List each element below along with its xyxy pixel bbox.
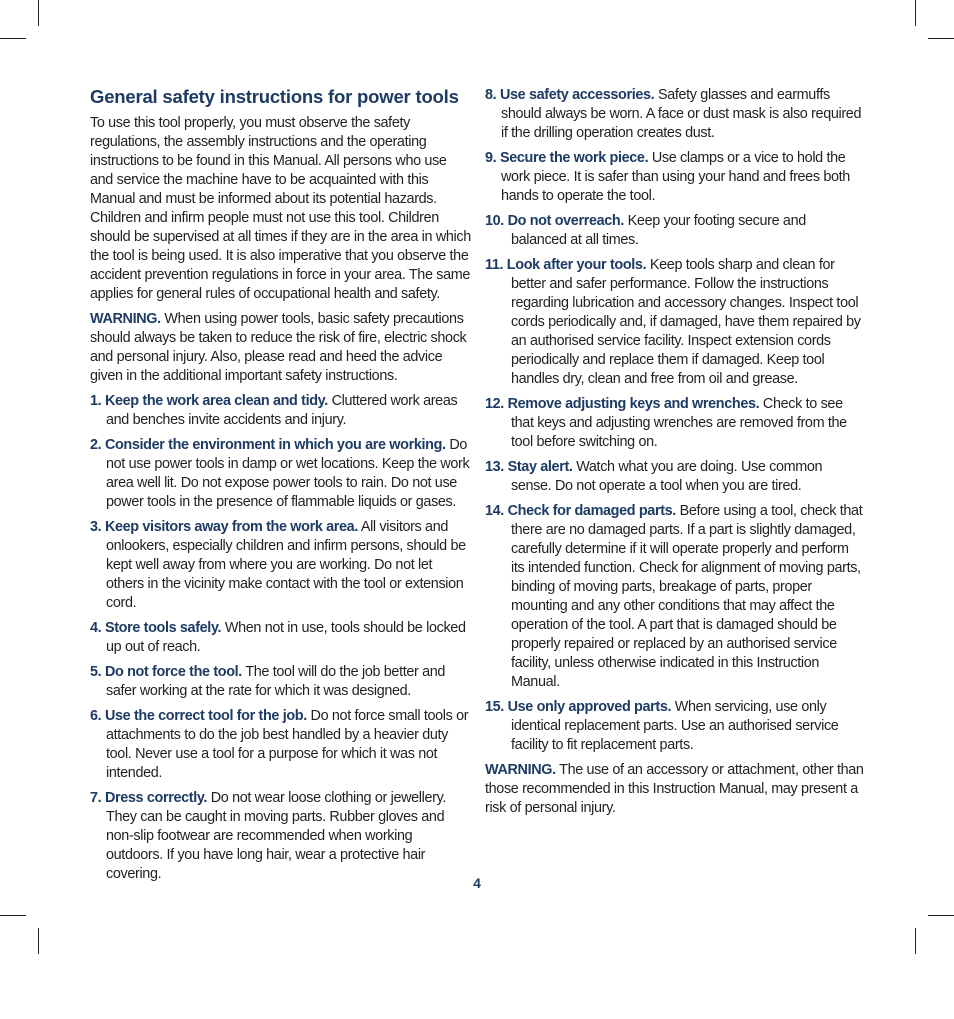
item-text: Do not wear loose clothing or jewellery. They can be caught in moving parts. Rubber gloves and non-slip footwear are recommended when working outdoors. If you have long hair, wear a protective hair covering. [106,790,447,882]
safety-item-3 [90,518,472,613]
safety-item-14 [485,502,865,692]
safety-item-10 [485,212,865,250]
item-text: Check to see that keys and adjusting wrenches are removed from the tool before switching on. [511,396,847,450]
item-title: 7. Dress correctly. [90,790,208,806]
safety-item-15 [485,698,865,755]
item-text: All visitors and onlookers, especially children and infirm persons, should be kept well away from where you are working. Do not let others in the vicinity make contact with the tool or extension cord. [106,519,466,611]
item-text: The tool will do the job better and safer working at the rate for which it was designed. [106,664,446,699]
item-title: 15. Use only approved parts. [485,699,672,715]
warning-paragraph [90,310,472,386]
item-title: 14. Check for damaged parts. [485,503,676,519]
safety-item-7 [90,789,472,884]
safety-item-12 [485,395,865,452]
item-title: 11. Look after your tools. [485,257,647,273]
safety-item-4 [90,619,472,657]
safety-item-6 [90,707,472,783]
item-text: Do not force small tools or attachments to do the job best handled by a heavier duty tool. Never use a tool for a purpose for which it was not intended. [106,708,469,781]
item-text: Safety glasses and earmuffs should always be worn. A face or dust mask is also required if the drilling operation creates dust. [501,87,862,141]
left-column [90,86,472,890]
item-text: Watch what you are doing. Use common sense. Do not operate a tool when you are tired. [511,459,823,494]
item-title: 3. Keep visitors away from the work area. [90,519,358,535]
item-title: 13. Stay alert. [485,459,573,475]
crop-mark [38,928,39,954]
safety-item-1 [90,392,472,430]
item-title: 10. Do not overreach. [485,213,625,229]
warning-label: WARNING. [485,762,556,778]
item-title: 4. Store tools safely. [90,620,222,636]
item-text: Keep tools sharp and clean for better and safer performance. Follow the instructions regarding lubrication and accessory changes. Inspect tool cords periodically and, if damaged, have them repaired by an authorised service facility. Inspect extension cords periodically and replace them if damaged. Keep tool handles dry, clean and free from oil and grease. [511,257,861,387]
section-heading: General safety instructions for power tools [90,86,459,107]
warning-text: When using power tools, basic safety precautions should always be taken to reduce the risk of fire, electric shock and personal injury. Also, please read and heed the advice given in the additional important safety instructions. [90,311,467,384]
item-title: 12. Remove adjusting keys and wrenches. [485,396,760,412]
item-text: Keep your footing secure and balanced at all times. [511,213,806,248]
right-column [485,86,865,824]
crop-mark [928,38,954,39]
crop-mark [0,915,26,916]
crop-mark [0,38,26,39]
item-text: Before using a tool, check that there are no damaged parts. If a part is slightly damaged, carefully determine if it will operate properly and perform its intended function. Check for alignment of moving parts, binding of moving parts, breakage of parts, proper mounting and any other conditions that may affect the operation of the tool. A part that is damaged should be properly repaired or replaced by an authorised service facility, unless otherwise indicated in this Instruction Manual. [511,503,863,690]
safety-item-9 [485,149,865,206]
item-title: 9. Secure the work piece. [485,150,649,166]
warning-text: The use of an accessory or attachment, other than those recommended in this Instruction Manual, may present a risk of personal injury. [485,762,864,816]
warning-label: WARNING. [90,311,161,327]
item-text: Do not use power tools in damp or wet locations. Keep the work area well lit. Do not expose power tools to rain. Do not use power tools in the presence of flammable liquids or gases. [106,437,470,510]
item-title: 6. Use the correct tool for the job. [90,708,307,724]
item-text: When servicing, use only identical replacement parts. Use an authorised service facility to fit replacement parts. [511,699,839,753]
safety-item-11 [485,256,865,389]
crop-mark [915,928,916,954]
item-title: 8. Use safety accessories. [485,87,655,103]
crop-mark [928,915,954,916]
safety-item-5 [90,663,472,701]
warning-paragraph [485,761,865,818]
item-title: 1. Keep the work area clean and tidy. [90,393,328,409]
crop-mark [38,0,39,26]
safety-item-8 [485,86,865,143]
safety-item-2 [90,436,472,512]
item-title: 5. Do not force the tool. [90,664,242,680]
item-text: When not in use, tools should be locked up out of reach. [106,620,466,655]
intro-paragraph: To use this tool properly, you must observe the safety regulations, the assembly instructions and the operating instructions to be found in this Manual. All persons who use and service the machine have to be acquainted with this Manual and must be informed about its potential hazards. Children and infirm people must not use this tool. Children should be supervised at all times if they are in the area in which the tool is being used. It is also imperative that you observe the accident prevention regulations in force in your area. The same applies for general rules of occupational health and safety. [90,115,471,302]
item-title: 2. Consider the environment in which you are working. [90,437,446,453]
crop-mark [915,0,916,26]
safety-item-13 [485,458,865,496]
item-text: Cluttered work areas and benches invite accidents and injury. [106,393,458,428]
item-text: Use clamps or a vice to hold the work piece. It is safer than using your hand and frees both hands to operate the tool. [501,150,850,204]
page-number: 4 [473,875,481,891]
